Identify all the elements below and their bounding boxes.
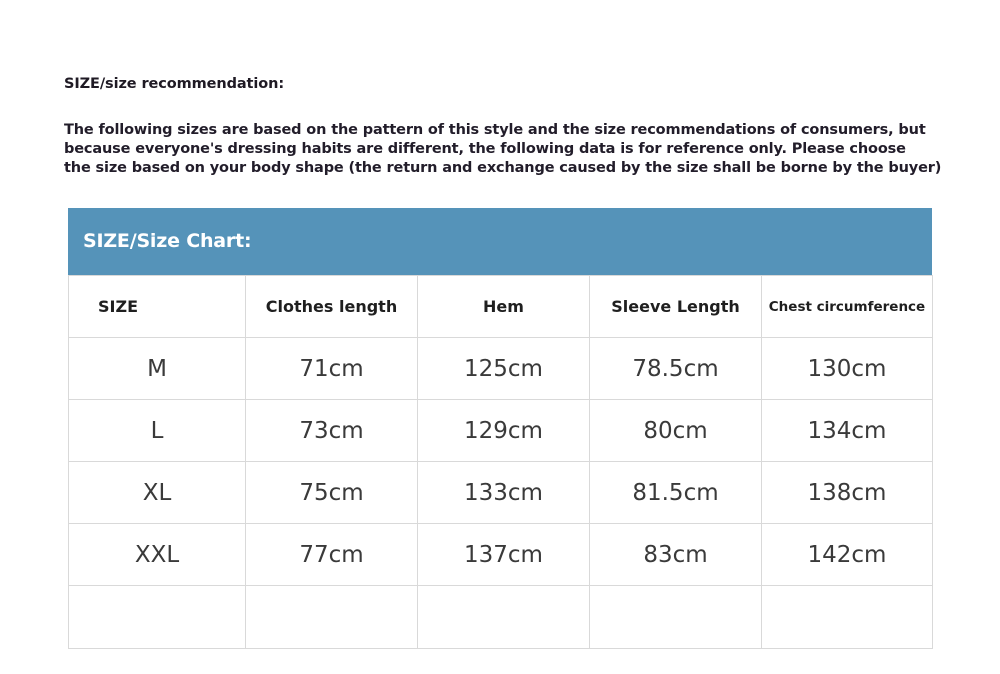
cell-size: [69, 586, 246, 649]
cell-clothes-length: 77cm: [246, 524, 418, 586]
cell-clothes-length: 71cm: [246, 338, 418, 400]
column-header-clothes-length: Clothes length: [246, 276, 418, 338]
column-header-chest-circumference: Chest circumference: [762, 276, 933, 338]
size-chart: [68, 208, 932, 647]
recommendation-line: The following sizes are based on the pattern of this style and the size recommendations of consumers, but: [64, 122, 926, 138]
cell-sleeve-length: 81.5cm: [590, 462, 762, 524]
cell-sleeve-length: 78.5cm: [590, 338, 762, 400]
cell-hem: 133cm: [418, 462, 590, 524]
cell-size: XL: [69, 462, 246, 524]
cell-size: L: [69, 400, 246, 462]
cell-chest-circumference: 138cm: [762, 462, 933, 524]
size-recommendation-title: SIZE/size recommendation:: [64, 76, 285, 92]
cell-chest-circumference: 134cm: [762, 400, 933, 462]
cell-hem: [418, 586, 590, 649]
size-table: [68, 275, 933, 649]
column-header-sleeve-length: Sleeve Length: [590, 276, 762, 338]
column-header-hem: Hem: [418, 276, 590, 338]
cell-chest-circumference: 130cm: [762, 338, 933, 400]
cell-sleeve-length: 80cm: [590, 400, 762, 462]
table-header-row: [69, 276, 933, 338]
cell-clothes-length: 75cm: [246, 462, 418, 524]
size-recommendation-text: [64, 121, 944, 178]
cell-size: M: [69, 338, 246, 400]
cell-hem: 129cm: [418, 400, 590, 462]
recommendation-line: the size based on your body shape (the return and exchange caused by the size shall be borne by the buyer): [64, 160, 942, 176]
table-row: [69, 400, 933, 462]
table-row: [69, 524, 933, 586]
cell-hem: 125cm: [418, 338, 590, 400]
column-header-size: SIZE: [69, 276, 246, 338]
table-row: [69, 338, 933, 400]
table-row-empty: [69, 586, 933, 649]
cell-size: XXL: [69, 524, 246, 586]
recommendation-line: because everyone's dressing habits are different, the following data is for reference only. Please choose: [64, 141, 906, 157]
table-row: [69, 462, 933, 524]
cell-chest-circumference: 142cm: [762, 524, 933, 586]
cell-clothes-length: 73cm: [246, 400, 418, 462]
size-chart-header: SIZE/Size Chart:: [68, 208, 932, 275]
cell-clothes-length: [246, 586, 418, 649]
cell-chest-circumference: [762, 586, 933, 649]
cell-sleeve-length: [590, 586, 762, 649]
cell-hem: 137cm: [418, 524, 590, 586]
cell-sleeve-length: 83cm: [590, 524, 762, 586]
